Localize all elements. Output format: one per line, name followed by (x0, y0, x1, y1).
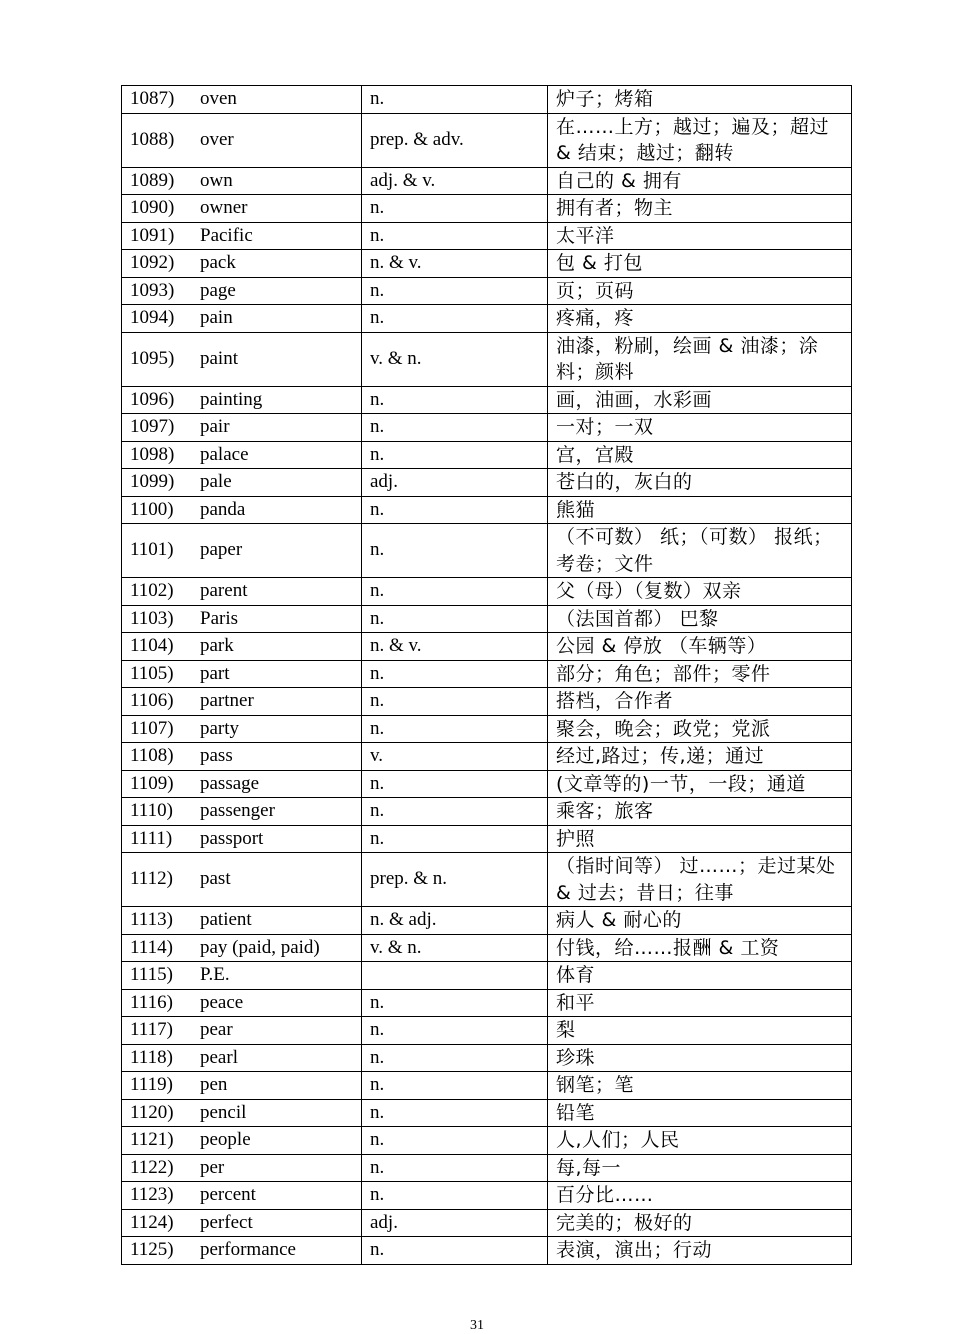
entry-cell (122, 524, 362, 578)
entry-number: 1108) (130, 745, 174, 766)
entry-word: pain (200, 307, 233, 328)
entry-number: 1091) (130, 224, 175, 246)
entry-number: 1103) (130, 607, 174, 629)
part-of-speech: prep. & adv. (362, 113, 548, 167)
entry-cell (122, 605, 362, 633)
meaning: 搭档，合作者 (548, 688, 852, 716)
entry-word: percent (200, 1184, 256, 1205)
part-of-speech: n. (362, 825, 548, 853)
table-row (122, 989, 852, 1017)
entry-number: 1096) (130, 388, 175, 410)
entry-cell (122, 853, 362, 907)
part-of-speech: n. & v. (362, 250, 548, 278)
entry-word: P.E. (200, 964, 230, 985)
entry-number: 1114) (130, 936, 173, 958)
entry-word: perfect (200, 1211, 253, 1233)
meaning: 包 & 打包 (548, 250, 852, 278)
entry-word: pencil (200, 1101, 247, 1123)
table-row (122, 496, 852, 524)
meaning: (文章等的)一节，一段；通道 (548, 770, 852, 798)
entry-word: pay (paid, paid) (200, 936, 320, 958)
part-of-speech: prep. & n. (362, 853, 548, 907)
entry-number: 1113) (130, 909, 173, 930)
table-row (122, 798, 852, 826)
part-of-speech: n. & adj. (362, 907, 548, 935)
entry-number: 1109) (130, 772, 174, 794)
meaning: 体育 (548, 962, 852, 990)
part-of-speech: n. (362, 1127, 548, 1155)
meaning: 油漆，粉刷，绘画 & 油漆；涂料；颜料 (548, 332, 852, 386)
table-row (122, 578, 852, 606)
entry-number: 1122) (130, 1156, 174, 1178)
entry-cell (122, 332, 362, 386)
meaning: 太平洋 (548, 222, 852, 250)
entry-word: part (200, 662, 230, 684)
meaning: 铅笔 (548, 1099, 852, 1127)
part-of-speech: n. (362, 524, 548, 578)
entry-cell (122, 1209, 362, 1237)
part-of-speech: n. (362, 86, 548, 114)
meaning: 梨 (548, 1017, 852, 1045)
table-row (122, 934, 852, 962)
entry-cell (122, 250, 362, 278)
entry-cell (122, 469, 362, 497)
meaning: 珍珠 (548, 1044, 852, 1072)
meaning: 百分比…… (548, 1182, 852, 1210)
vocabulary-table-body (122, 86, 852, 1265)
entry-cell (122, 113, 362, 167)
meaning: 每,每一 (548, 1154, 852, 1182)
entry-number: 1119) (130, 1074, 173, 1095)
entry-cell (122, 715, 362, 743)
entry-number: 1118) (130, 1046, 173, 1068)
table-row (122, 660, 852, 688)
part-of-speech: n. (362, 195, 548, 223)
vocabulary-table (121, 85, 852, 1265)
entry-word: peace (200, 991, 244, 1013)
part-of-speech: n. (362, 1237, 548, 1265)
part-of-speech: n. (362, 441, 548, 469)
entry-cell (122, 414, 362, 442)
part-of-speech: v. & n. (362, 934, 548, 962)
entry-cell (122, 1127, 362, 1155)
meaning: 一对；一双 (548, 414, 852, 442)
entry-number: 1124) (130, 1211, 174, 1233)
part-of-speech: n. (362, 770, 548, 798)
meaning: 拥有者；物主 (548, 195, 852, 223)
meaning: 炉子；烤箱 (548, 86, 852, 114)
entry-cell (122, 770, 362, 798)
meaning: 页；页码 (548, 277, 852, 305)
part-of-speech: n. & v. (362, 633, 548, 661)
entry-word: paint (200, 347, 238, 369)
entry-cell (122, 1237, 362, 1265)
entry-cell (122, 798, 362, 826)
part-of-speech: n. (362, 496, 548, 524)
entry-word: parent (200, 580, 248, 601)
entry-word: pear (200, 1019, 233, 1040)
entry-word: per (200, 1156, 225, 1178)
table-row (122, 441, 852, 469)
table-row (122, 86, 852, 114)
part-of-speech: v. (362, 743, 548, 771)
meaning: 付钱，给……报酬 & 工资 (548, 934, 852, 962)
part-of-speech: n. (362, 715, 548, 743)
entry-word: partner (200, 690, 254, 711)
table-row (122, 1154, 852, 1182)
table-row (122, 1209, 852, 1237)
entry-word: pen (200, 1074, 228, 1095)
table-row (122, 195, 852, 223)
entry-number: 1100) (130, 498, 174, 520)
part-of-speech: adj. & v. (362, 167, 548, 195)
table-row (122, 770, 852, 798)
table-row (122, 1072, 852, 1100)
entry-cell (122, 825, 362, 853)
meaning: 聚会，晚会；政党；党派 (548, 715, 852, 743)
entry-number: 1097) (130, 416, 175, 437)
table-row (122, 332, 852, 386)
table-row (122, 305, 852, 333)
meaning: 在……上方；越过；遍及；超过 & 结束；越过；翻转 (548, 113, 852, 167)
table-row (122, 250, 852, 278)
entry-cell (122, 633, 362, 661)
meaning: 熊猫 (548, 496, 852, 524)
entry-word: paper (200, 539, 243, 561)
entry-number: 1121) (130, 1129, 174, 1150)
table-row (122, 277, 852, 305)
table-row (122, 1044, 852, 1072)
meaning: 经过,路过；传,递；通过 (548, 743, 852, 771)
entry-word: pair (200, 416, 230, 437)
entry-cell (122, 1017, 362, 1045)
table-row (122, 386, 852, 414)
entry-number: 1094) (130, 307, 175, 328)
part-of-speech: n. (362, 798, 548, 826)
part-of-speech: n. (362, 1154, 548, 1182)
entry-word: performance (200, 1239, 296, 1260)
entry-number: 1111) (130, 827, 173, 849)
entry-word: passenger (200, 800, 275, 821)
part-of-speech: n. (362, 305, 548, 333)
entry-word: own (200, 169, 233, 191)
table-row (122, 907, 852, 935)
entry-cell (122, 496, 362, 524)
entry-cell (122, 743, 362, 771)
entry-word: pack (200, 252, 236, 273)
entry-number: 1125) (130, 1239, 174, 1260)
entry-cell (122, 1182, 362, 1210)
entry-number: 1099) (130, 471, 175, 492)
entry-number: 1107) (130, 717, 174, 739)
entry-cell (122, 1072, 362, 1100)
table-row (122, 113, 852, 167)
part-of-speech: v. & n. (362, 332, 548, 386)
part-of-speech: n. (362, 578, 548, 606)
part-of-speech: n. (362, 222, 548, 250)
meaning: 完美的；极好的 (548, 1209, 852, 1237)
entry-word: patient (200, 909, 252, 930)
entry-cell (122, 277, 362, 305)
part-of-speech: n. (362, 277, 548, 305)
table-row (122, 962, 852, 990)
meaning: 表演，演出；行动 (548, 1237, 852, 1265)
entry-number: 1095) (130, 347, 175, 369)
entry-word: past (200, 868, 231, 890)
meaning: 宫，宫殿 (548, 441, 852, 469)
part-of-speech (362, 962, 548, 990)
table-row (122, 222, 852, 250)
table-row (122, 469, 852, 497)
entry-cell (122, 934, 362, 962)
table-row (122, 1017, 852, 1045)
entry-cell (122, 688, 362, 716)
entry-number: 1102) (130, 580, 174, 601)
entry-number: 1120) (130, 1101, 174, 1123)
entry-number: 1090) (130, 197, 175, 218)
part-of-speech: n. (362, 414, 548, 442)
entry-number: 1105) (130, 662, 174, 684)
table-row (122, 633, 852, 661)
table-row (122, 1099, 852, 1127)
entry-cell (122, 1044, 362, 1072)
entry-cell (122, 1099, 362, 1127)
entry-number: 1112) (130, 868, 173, 890)
part-of-speech: n. (362, 1044, 548, 1072)
entry-number: 1104) (130, 635, 174, 656)
meaning: 父（母）（复数）双亲 (548, 578, 852, 606)
part-of-speech: n. (362, 386, 548, 414)
entry-number: 1123) (130, 1184, 174, 1205)
table-row (122, 1237, 852, 1265)
entry-cell (122, 989, 362, 1017)
entry-number: 1098) (130, 443, 175, 465)
table-row (122, 1182, 852, 1210)
entry-word: Paris (200, 607, 238, 629)
entry-word: palace (200, 443, 249, 465)
entry-word: passage (200, 772, 260, 794)
entry-word: Pacific (200, 224, 253, 246)
table-row (122, 853, 852, 907)
part-of-speech: adj. (362, 469, 548, 497)
meaning: 护照 (548, 825, 852, 853)
part-of-speech: n. (362, 989, 548, 1017)
entry-word: people (200, 1129, 251, 1150)
table-row (122, 743, 852, 771)
entry-number: 1115) (130, 964, 173, 985)
entry-number: 1092) (130, 252, 175, 273)
page-number: 31 (470, 1318, 484, 1333)
entry-number: 1106) (130, 690, 174, 711)
entry-word: panda (200, 498, 246, 520)
part-of-speech: adj. (362, 1209, 548, 1237)
entry-cell (122, 962, 362, 990)
table-row (122, 715, 852, 743)
entry-cell (122, 441, 362, 469)
meaning: 画，油画，水彩画 (548, 386, 852, 414)
meaning: （法国首都） 巴黎 (548, 605, 852, 633)
entry-cell (122, 907, 362, 935)
entry-number: 1117) (130, 1019, 173, 1040)
entry-word: pearl (200, 1046, 238, 1068)
part-of-speech: n. (362, 605, 548, 633)
meaning: 和平 (548, 989, 852, 1017)
meaning: 钢笔；笔 (548, 1072, 852, 1100)
table-row (122, 605, 852, 633)
entry-cell (122, 195, 362, 223)
entry-word: painting (200, 388, 263, 410)
entry-word: oven (200, 88, 237, 109)
entry-word: over (200, 128, 234, 150)
entry-cell (122, 660, 362, 688)
entry-number: 1110) (130, 800, 173, 821)
meaning: 苍白的，灰白的 (548, 469, 852, 497)
part-of-speech: n. (362, 1017, 548, 1045)
part-of-speech: n. (362, 1072, 548, 1100)
entry-word: owner (200, 197, 248, 218)
entry-cell (122, 86, 362, 114)
entry-number: 1089) (130, 169, 175, 191)
entry-cell (122, 167, 362, 195)
entry-cell (122, 1154, 362, 1182)
meaning: 病人 & 耐心的 (548, 907, 852, 935)
entry-number: 1087) (130, 88, 175, 109)
table-row (122, 1127, 852, 1155)
entry-word: pale (200, 471, 232, 492)
part-of-speech: n. (362, 688, 548, 716)
meaning: （指时间等） 过……；走过某处 & 过去；昔日；往事 (548, 853, 852, 907)
table-row (122, 414, 852, 442)
meaning: 自己的 & 拥有 (548, 167, 852, 195)
meaning: 人,人们；人民 (548, 1127, 852, 1155)
entry-number: 1088) (130, 128, 175, 150)
entry-number: 1116) (130, 991, 173, 1013)
entry-number: 1093) (130, 279, 175, 301)
meaning: 乘客；旅客 (548, 798, 852, 826)
meaning: （不可数） 纸；（可数） 报纸；考卷；文件 (548, 524, 852, 578)
meaning: 部分；角色；部件；零件 (548, 660, 852, 688)
entry-number: 1101) (130, 539, 174, 561)
part-of-speech: n. (362, 1099, 548, 1127)
part-of-speech: n. (362, 660, 548, 688)
table-row (122, 167, 852, 195)
table-row (122, 688, 852, 716)
entry-cell (122, 578, 362, 606)
entry-cell (122, 305, 362, 333)
entry-cell (122, 222, 362, 250)
entry-cell (122, 386, 362, 414)
entry-word: pass (200, 745, 233, 766)
entry-word: passport (200, 827, 264, 849)
meaning: 公园 & 停放 （车辆等） (548, 633, 852, 661)
part-of-speech: n. (362, 1182, 548, 1210)
entry-word: park (200, 635, 234, 656)
entry-word: page (200, 279, 236, 301)
table-row (122, 825, 852, 853)
meaning: 疼痛，疼 (548, 305, 852, 333)
table-row (122, 524, 852, 578)
entry-word: party (200, 717, 240, 739)
